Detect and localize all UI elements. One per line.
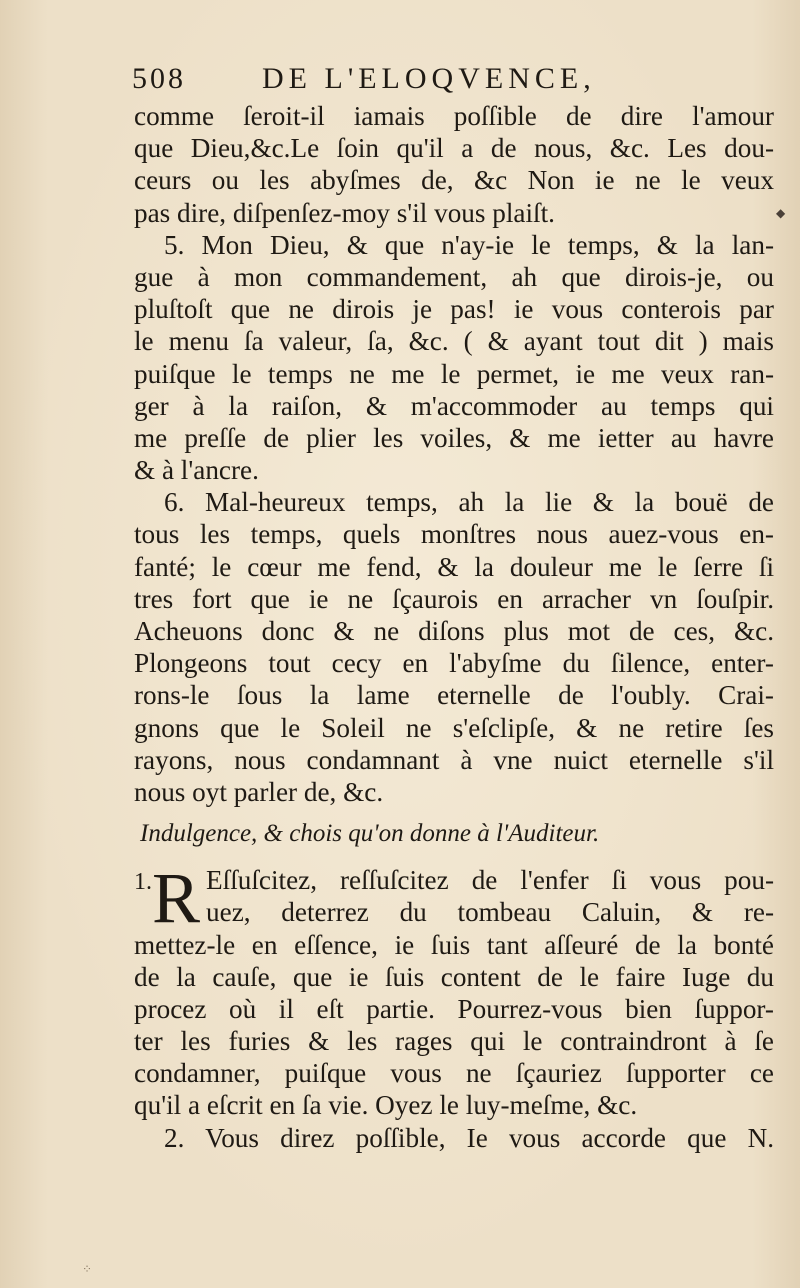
page-number: 508 <box>132 62 186 95</box>
text-line: pas dire, diſpenſez-moy s'il vous plaiſt. <box>134 197 555 228</box>
text-line: tous les temps, quels monſtres nous auez-vous en- <box>134 519 774 550</box>
text-line: 5. Mon Dieu, & que n'ay-ie le temps, & la lan- <box>164 229 774 260</box>
text-line: le menu ſa valeur, ſa, &c. ( & ayant tout dit ) mais <box>134 326 774 357</box>
section-paragraph <box>134 858 774 1154</box>
text-line: ceurs ou les abyſmes de, &c Non ie ne le veux <box>134 165 774 196</box>
text-line: nous oyt parler de, &c. <box>134 776 384 807</box>
text-line: gnons que le Soleil ne s'eſclipſe, & ne retire ſes <box>134 712 774 743</box>
text-line: fanté; le cœur me fend, & la douleur me le ſerre ſi <box>134 551 774 582</box>
text-line: procez où il eſt partie. Pourrez-vous bien ſuppor- <box>134 993 774 1024</box>
text-line: rons-le ſous la lame eternelle de l'oubly. Crai- <box>134 680 774 711</box>
section-heading: Indulgence, & chois qu'on donne à l'Auditeur. <box>140 820 600 848</box>
ink-speck: ⁘ <box>82 1262 93 1276</box>
text-line: que Dieu,&c.Le ſoin qu'il a de nous, &c. Les dou- <box>134 133 774 164</box>
running-title: DE L'ELOQVENCE, <box>262 62 596 95</box>
text-line: puiſque le temps ne me le permet, ie me veux ran- <box>134 358 774 389</box>
ink-speck: ◆ <box>776 206 786 220</box>
running-header <box>132 62 772 102</box>
paragraph-number: 1. <box>134 869 152 896</box>
text-line: rayons, nous condamnant à vne nuict eternelle s'il <box>134 744 774 775</box>
text-line: me preſſe de plier les voiles, & me ietter au havre <box>134 422 774 453</box>
text-line: mettez-le en eſſence, ie ſuis tant aſſeuré de la bonté <box>134 929 774 960</box>
drop-cap: R <box>152 858 201 939</box>
text-line: tres fort que ie ne ſçaurois en arracher vn ſouſpir. <box>134 583 774 614</box>
text-line: qu'il a eſcrit en ſa vie. Oyez le luy-meſme, &c. <box>134 1090 638 1121</box>
text-line: condamner, puiſque vous ne ſçauriez ſupporter ce <box>134 1058 774 1089</box>
text-line: 2. Vous direz poſſible, Ie vous accorde que N. <box>164 1122 774 1153</box>
text-line: pluſtoſt que ne dirois je pas! ie vous conterois par <box>134 294 774 325</box>
text-line: 6. Mal-heureux temps, ah la lie & la bouë de <box>164 487 774 518</box>
text-line: & à l'ancre. <box>134 455 259 486</box>
text-line: gue à mon commandement, ah que dirois-je, ou <box>134 261 774 292</box>
text-line: uez, deterrez du tombeau Caluin, & re- <box>206 897 774 928</box>
page-body <box>134 100 774 1154</box>
text-line: comme ſeroit-il iamais poſſible de dire l'amour <box>134 101 774 131</box>
text-line: Acheuons donc & ne diſons plus mot de ces, &c. <box>134 616 774 646</box>
text-line: de la cauſe, que ie ſuis content de le faire Iuge du <box>134 961 774 992</box>
text-line: ger à la raiſon, & m'accommoder au temps qui <box>134 390 774 421</box>
text-line: ter les furies & les rages qui le contraindront à ſe <box>134 1026 774 1057</box>
text-line: Plongeons tout cecy en l'abyſme du ſilence, enter- <box>134 648 774 679</box>
text-line: Eſſuſcitez, reſſuſcitez de l'enfer ſi vous pou- <box>206 865 774 896</box>
